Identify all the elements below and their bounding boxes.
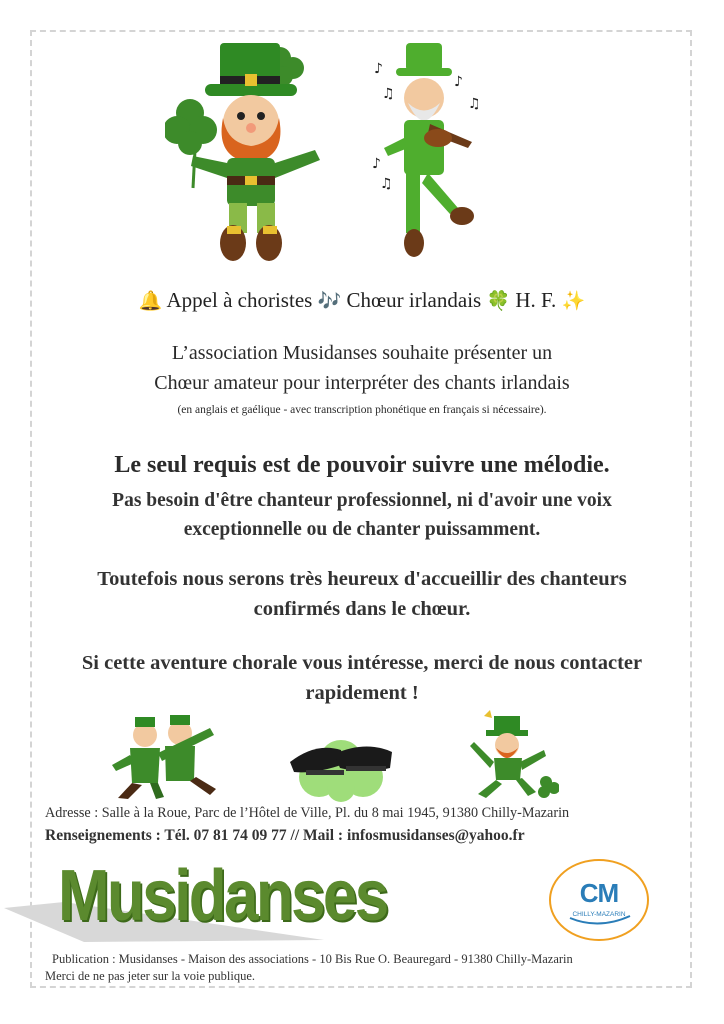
jumping-leprechaun-illustration	[464, 710, 559, 800]
intro-line-1: L’association Musidanses souhaite présenter un	[171, 342, 553, 364]
paragraph-3-line-1: Toutefois nous serons très heureux d'accueillir des chanteurs	[97, 568, 627, 590]
svg-text:♪: ♪	[374, 61, 383, 77]
intro-line-2: Chœur amateur pour interpréter des chants irlandais	[154, 372, 570, 394]
brand-wordmark: Musidanses	[58, 856, 387, 936]
footer-note: Merci de ne pas jeter sur la voie publique.	[45, 969, 255, 983]
intro-note: (en anglais et gaélique - avec transcription phonétique en français si nécessaire).	[177, 404, 547, 416]
chilly-mazarin-logo	[548, 858, 650, 942]
svg-text:♫: ♫	[382, 86, 395, 102]
leprechaun-violin-illustration	[368, 38, 488, 273]
paragraph-4-line-2: rapidement !	[305, 682, 419, 704]
intro-paragraph	[0, 338, 724, 398]
publication-line: Publication : Musidanses - Maison des associations - 10 Bis Rue O. Beauregard - 91380 Chilly-Mazarin	[52, 952, 573, 966]
svg-text:♫: ♫	[380, 176, 393, 192]
title-line	[0, 288, 724, 313]
paragraph-2	[0, 486, 724, 544]
contact-line: Renseignements : Tél. 07 81 74 09 77 // Mail : infosmusidanses@yahoo.fr	[45, 827, 525, 844]
paragraph-3-line-2: confirmés dans le chœur.	[253, 598, 471, 620]
paragraph-2-line-1: Pas besoin d'être chanteur professionnel, ni d'avoir une voix	[112, 490, 612, 511]
paragraph-3	[0, 564, 724, 624]
paragraph-4-line-1: Si cette aventure chorale vous intéresse, merci de nous contacter	[81, 652, 643, 674]
dance-shoes-shamrock-illustration	[286, 722, 396, 802]
bell-icon: 🔔	[138, 290, 163, 312]
svg-text:♪: ♪	[454, 74, 463, 90]
address-line: Adresse : Salle à la Roue, Parc de l’Hôtel de Ville, Pl. du 8 mai 1945, 91380 Chilly-Mazarin	[45, 805, 570, 821]
title-part-hf: H. F.	[515, 288, 557, 312]
sparkles-icon: ✨	[561, 290, 586, 312]
paragraph-2-line-2: exceptionnelle ou de chanter puissamment.	[183, 519, 541, 540]
music-notes-icon: 🎶	[317, 290, 342, 312]
dancing-leprechauns-illustration	[110, 713, 225, 801]
svg-text:♪: ♪	[372, 156, 381, 172]
headline: Le seul requis est de pouvoir suivre une mélodie.	[114, 452, 610, 478]
title-part-choristes: Appel à choristes	[166, 288, 313, 312]
svg-text:♫: ♫	[468, 96, 481, 112]
logo-initials: CM	[579, 878, 619, 908]
clover-icon: 🍀	[486, 290, 511, 312]
title-part-choeur: Chœur irlandais	[346, 288, 482, 312]
logo-city: CHILLY-MAZARIN	[572, 911, 626, 918]
paragraph-4	[0, 648, 724, 708]
leprechaun-clover-illustration	[165, 38, 335, 268]
